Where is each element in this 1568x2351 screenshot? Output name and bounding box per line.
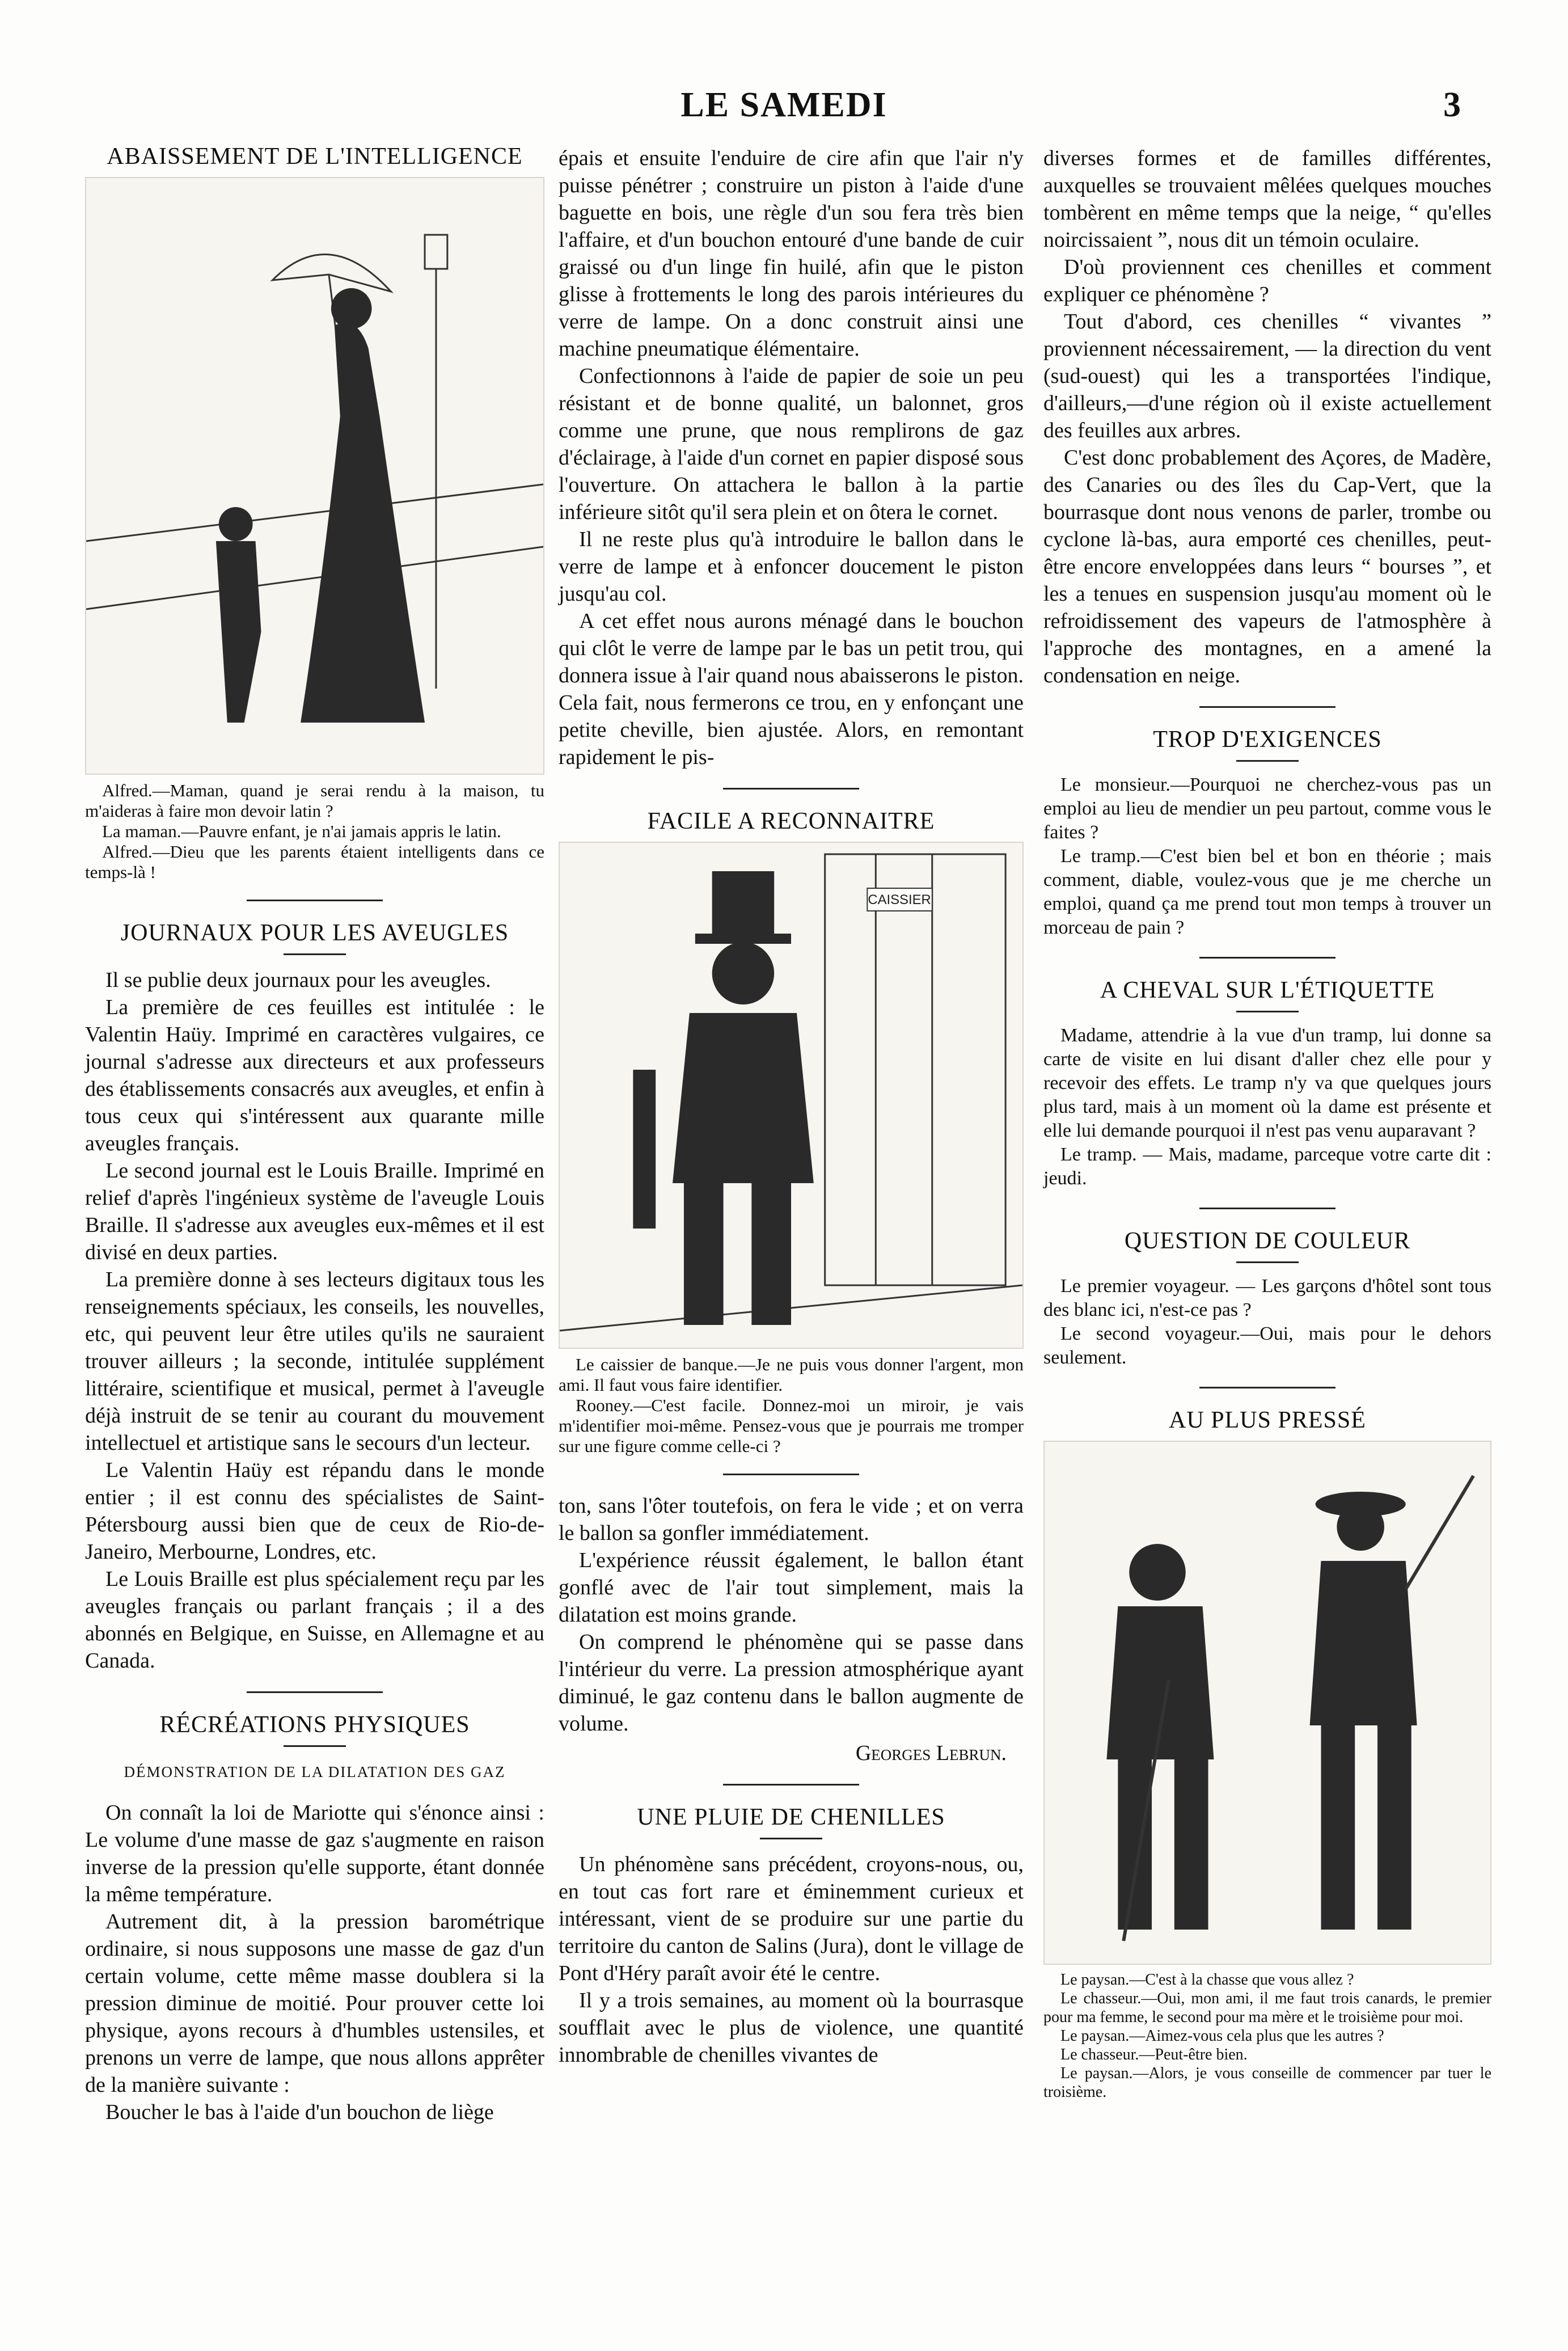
section-title: RÉCRÉATIONS PHYSIQUES (159, 1712, 470, 1738)
page-number: 3 (1443, 86, 1461, 124)
paragraph: Madame, attendrie à la vue d'un tramp, lui donne sa carte de visite en lui disant d'aller chez elle pour y recevoir des effets. Le tramp n'y va que quelques jours plus tard, mais à un moment où la dame est présente et elle lui demande pourquoi il n'est pas venu auparavant ? (1043, 1025, 1491, 1141)
divider (1199, 1208, 1335, 1209)
divider (1236, 760, 1299, 762)
signature: Georges Lebrun. (855, 1741, 1007, 1765)
paragraph: C'est donc probablement des Açores, de Madère, des Canaries ou des îles du Cap-Vert, que la bourrasque dont nous venons de parler, trombe ou cyclone là-bas, aura emporté ces chenilles, peut-être encore enveloppées dans leurs “ bourses ”, et les a tenues en suspension jusqu'au moment où le refroidissement des vapeurs de l'atmosphère à l'approche des montagnes, en a amené la condensation en neige. (1043, 446, 1491, 687)
divider (1236, 1261, 1299, 1263)
caption-line: Le paysan.—C'est à la chasse que vous allez ? (1060, 1971, 1354, 1989)
paragraph: L'expérience réussit également, le ballon étant gonflé avec de l'air tout simplement, mais la dilatation est moins grande. (559, 1548, 1024, 1627)
section-title: ABAISSEMENT DE L'INTELLIGENCE (107, 143, 523, 170)
caption (85, 780, 544, 883)
paragraph: On comprend le phénomène qui se passe dans l'intérieur du verre. La pression atmosphérique ayant diminué, le gaz contenu dans le ballon augmente de volume. (559, 1630, 1024, 1736)
divider (1199, 706, 1335, 708)
paragraph: La première de ces feuilles est intitulée : le Valentin Haüy. Imprimé en caractères vulgaires, ce journal s'adresse aux directeurs et aux professeurs des établissements consacrés aux aveugles, et enfin à tous ceux qui s'intéressent aux quarante mille aveugles français. (85, 995, 544, 1155)
paragraph: Le monsieur.—Pourquoi ne cherchez-vous pas un emploi au lieu de mendier un peu partout, comme vous le faites ? (1043, 774, 1491, 843)
dialogue (1043, 1274, 1491, 1370)
paragraph: La première donne à ses lecteurs digitaux tous les renseignements spéciaux, les conseils, les nouvelles, etc, qui peuvent leur être utiles qu'ils ne sauraient trouver ailleurs ; la seconde, intitulée supplément littéraire, scientifique et musical, permet à l'aveugle déjà instruit de se tenir au courant du mouvement intellectuel et artistique sans le secours d'un lecteur. (85, 1268, 544, 1455)
section-title: UNE PLUIE DE CHENILLES (637, 1804, 945, 1830)
cashier-sign: CAISSIER (868, 892, 931, 908)
paragraph: Le tramp. — Mais, madame, parceque votre carte dit : jeudi. (1043, 1144, 1491, 1189)
column-3 (1043, 145, 1491, 2101)
paragraph: Il ne reste plus qu'à introduire le ballon dans le verre de lampe et à enfoncer doucement le piston jusqu'au col. (559, 527, 1024, 606)
section-title: TROP D'EXIGENCES (1153, 727, 1382, 753)
paragraph: diverses formes et de familles différentes, auxquelles se trouvaient mêlées quelques mouches tombèrent en même temps que la neige, “ qu'elles noircissaient ”, nous dit un témoin oculaire. (1043, 146, 1491, 252)
paragraph: On connaît la loi de Mariotte qui s'énonce ainsi : Le volume d'une masse de gaz s'augmente en raison inverse de la pression qu'elle supporte, étant donnée la même température. (85, 1801, 544, 1906)
paragraph: Le Louis Braille est plus spécialement reçu par les aveugles français ou parlant français ; il a des abonnés en Belgique, en Suisse, en Allemagne et au Canada. (85, 1567, 544, 1673)
paragraph: Autrement dit, à la pression barométrique ordinaire, si nous supposons une masse de gaz d'un certain volume, cette même masse doublera si la pression diminue de moitié. Pour prouver cette loi physique, ayons recours à d'humbles ustensiles, et prenons un verre de lampe, que nous allons apprêter de la manière suivante : (85, 1910, 544, 2097)
caption-line: Le paysan.—Alors, je vous conseille de commencer par tuer le troisième. (1043, 2065, 1491, 2101)
divider (284, 1745, 346, 1747)
section-subtitle: DÉMONSTRATION DE LA DILATATION DES GAZ (124, 1763, 506, 1780)
caption-line: Alfred.—Dieu que les parents étaient intelligents dans ce temps-là ! (85, 842, 544, 882)
caption-line: La maman.—Pauvre enfant, je n'ai jamais appris le latin. (102, 821, 501, 841)
paragraph: Le second voyageur.—Oui, mais pour le dehors seulement. (1043, 1323, 1491, 1368)
paragraph: Le second journal est le Louis Braille. Imprimé en relief d'après l'ingénieux système de l'aveugle Louis Braille. Il s'adresse aux aveugles eux-mêmes et il est divisé en deux parties. (85, 1159, 544, 1264)
caption-line: Le chasseur.—Oui, mon ami, il me faut trois canards, le premier pour ma femme, le second pour ma mère et le troisième pour moi. (1043, 1990, 1491, 2026)
divider (1236, 1011, 1299, 1012)
divider (1199, 1387, 1335, 1388)
divider (247, 1691, 383, 1693)
paragraph: Un phénomène sans précédent, croyons-nous, ou, en tout cas fort rare et éminemment curieux et intéressant, vient de se produire sur une partie du territoire du canton de Salins (Jura), dont le village de Pont d'Héry paraît avoir été le centre. (559, 1852, 1024, 1985)
illustration-mother-son (85, 177, 544, 775)
divider (247, 900, 383, 901)
paragraph: Tout d'abord, ces chenilles “ vivantes ” proviennent nécessairement, — la direction du vent (sud-ouest) qui les a transportées l'indique, d'ailleurs,—d'une région où il existe actuellement des feuilles aux arbres. (1043, 310, 1491, 442)
caption-line: Alfred.—Maman, quand je serai rendu à la maison, tu m'aideras à faire mon devoir latin ? (85, 780, 544, 821)
paragraph: D'où proviennent ces chenilles et comment expliquer ce phénomène ? (1043, 255, 1491, 306)
divider (723, 1474, 859, 1475)
section-title: JOURNAUX POUR LES AVEUGLES (120, 920, 509, 946)
paragraph: A cet effet nous aurons ménagé dans le bouchon qui clôt le verre de lampe par le bas un petit trou, qui donnera issue à l'air quand nous abaisserons le piston. Cela fait, nous fermerons ce trou, en y enfonçant une petite cheville, bien ajustée. Alors, en remontant rapidement le pis- (559, 609, 1024, 769)
caption-line: Le chasseur.—Peut-être bien. (1060, 2046, 1248, 2063)
paragraph: épais et ensuite l'enduire de cire afin que l'air n'y puisse pénétrer ; construire un piston à l'aide d'une baguette en bois, une règle d'un sou fera très bien l'affaire, et d'un bouchon entouré d'une bande de cuir graissé ou d'un linge fin huilé, afin que le piston glisse à frottements le long des parois intérieures du verre de lampe. On a donc construit ainsi une machine pneumatique élémentaire. (559, 146, 1024, 361)
illustration-hunter-farmer (1043, 1441, 1491, 1965)
paragraph: Confectionnons à l'aide de papier de soie un peu résistant et de bonne qualité, un balonnet, gros comme une prune, que nous remplirons de gaz d'éclairage, à l'aide d'un cornet en papier disposé sous l'ouverture. On attachera le ballon à la partie inférieure sitôt qu'il sera plein et on ôtera le cornet. (559, 364, 1024, 524)
dialogue (1043, 1024, 1491, 1191)
paragraph: ton, sans l'ôter toutefois, on fera le vide ; et on verra le ballon sa gonfler immédiatement. (559, 1494, 1024, 1545)
section-title: FACILE A RECONNAITRE (647, 808, 935, 834)
section-title: QUESTION DE COULEUR (1124, 1228, 1411, 1254)
column-2 (559, 145, 1024, 2069)
caption-line: Le caissier de banque.—Je ne puis vous donner l'argent, mon ami. Il faut vous faire identifier. (559, 1354, 1024, 1395)
divider (723, 1784, 859, 1786)
paragraph: Le Valentin Haüy est répandu dans le monde entier ; il est connu des spécialistes de Saint-Pétersbourg aussi bien que de ceux de Rio-de-Janeiro, Merbourne, Londres, etc. (85, 1458, 544, 1564)
caption-line: Rooney.—C'est facile. Donnez-moi un miroir, je vais m'identifier moi-même. Pensez-vous que je pourrais me tromper sur une figure comme celle-ci ? (559, 1395, 1024, 1456)
paragraph: Boucher le bas à l'aide d'un bouchon de liège (105, 2100, 494, 2124)
divider (1199, 957, 1335, 959)
illustration-bank-cashier (559, 842, 1024, 1349)
divider (284, 953, 346, 955)
column-1 (85, 142, 544, 2126)
divider (760, 1838, 822, 1839)
section-title: A CHEVAL SUR L'ÉTIQUETTE (1100, 977, 1435, 1003)
caption (1043, 1970, 1491, 2101)
section-title: AU PLUS PRESSÉ (1169, 1407, 1366, 1433)
caption (559, 1354, 1024, 1457)
paragraph: Le premier voyageur. — Les garçons d'hôtel sont tous des blanc ici, n'est-ce pas ? (1043, 1276, 1491, 1320)
paragraph: Le tramp.—C'est bien bel et bon en théorie ; mais comment, diable, voulez-vous que je me cherche un emploi, quand ça me prend tout mon temps à trouver un morceau de pain ? (1043, 846, 1491, 938)
caption-line: Le paysan.—Aimez-vous cela plus que les autres ? (1060, 2027, 1384, 2045)
paragraph: Il y a trois semaines, au moment où la bourrasque soufflait avec le plus de violence, une quantité innombrable de chenilles vivantes de (559, 1989, 1024, 2067)
dialogue (1043, 773, 1491, 940)
divider (723, 788, 859, 790)
paragraph: Il se publie deux journaux pour les aveugles. (105, 968, 491, 992)
header-title: LE SAMEDI (681, 86, 887, 124)
